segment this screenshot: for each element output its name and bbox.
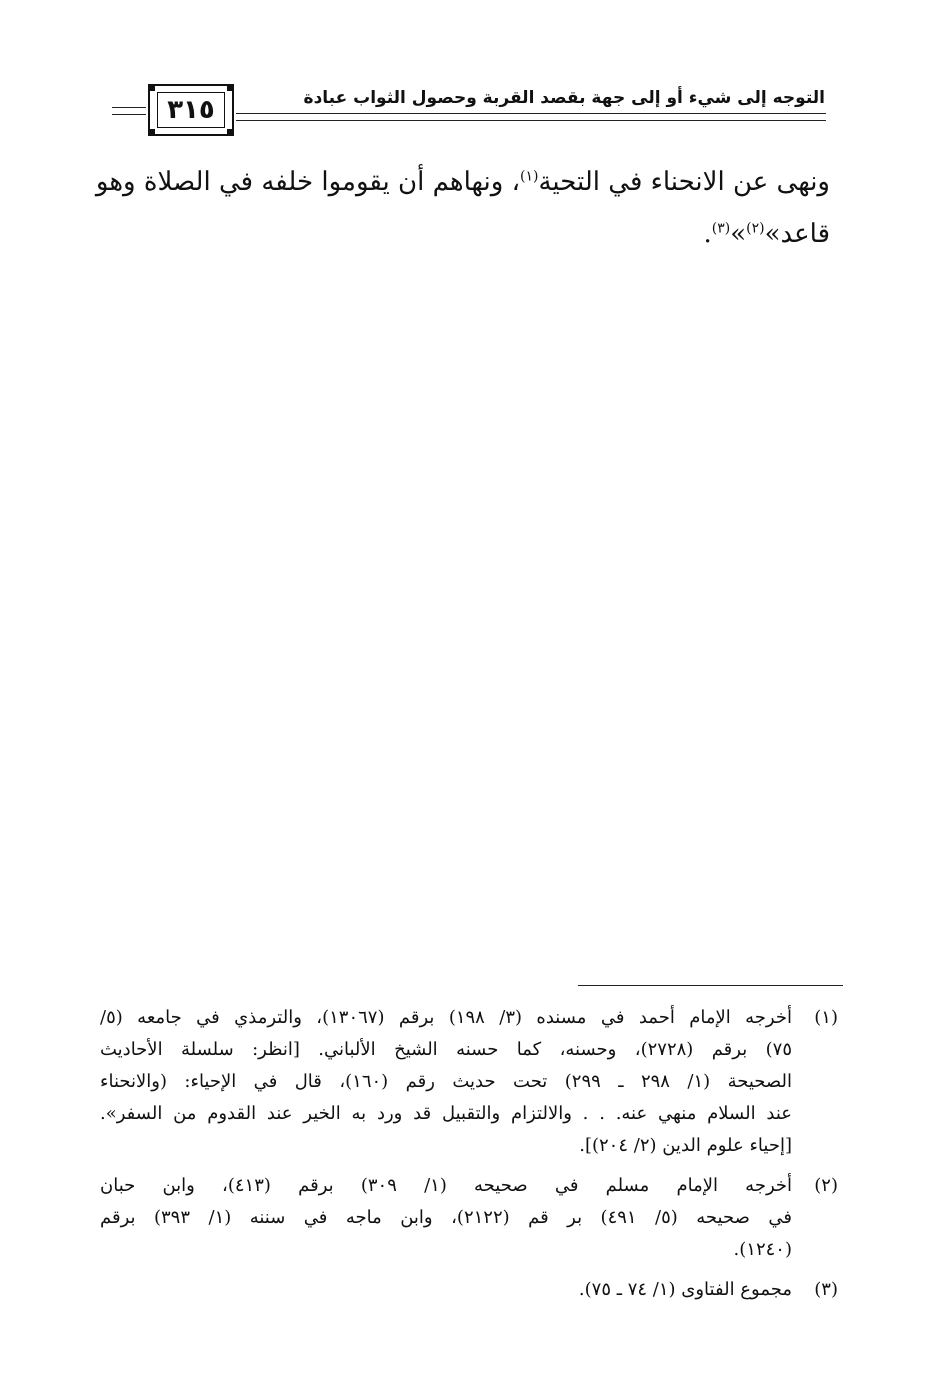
footnote-1-line-3: الصحيحة (١/ ٢٩٨ ـ ٢٩٩) تحت حديث رقم (١٦٠)، قال في الإحياء: (والانحناء xyxy=(100,1071,792,1092)
period: . xyxy=(703,219,712,249)
footnote-ref-3: (٣) xyxy=(711,220,731,237)
footnote-3-line-1: مجموع الفتاوى (١/ ٧٤ ـ ٧٥). xyxy=(578,1279,792,1300)
body-text: قاعد» xyxy=(764,219,830,249)
header-rule-left-bottom xyxy=(112,114,146,115)
footnote-ref-2: (٢) xyxy=(746,220,765,237)
footnote-number-1: (١) xyxy=(814,1007,838,1028)
body-line-2 xyxy=(108,212,830,256)
closing-quote: » xyxy=(730,219,747,249)
footnote-1-line-4: عند السلام منهي عنه. . . والالتزام والتقبيل قد ورد به الخير عند القدوم من السفر». xyxy=(100,1103,792,1124)
footnote-2-line-1: أخرجه الإمام مسلم في صحيحه (١/ ٣٠٩) برقم (٤١٣)، وابن حبان xyxy=(100,1175,793,1196)
header-rule-left-top xyxy=(112,107,146,108)
footnote-number-2: (٢) xyxy=(814,1175,838,1196)
footnote-separator xyxy=(578,985,843,986)
page-number: ٣١٥ xyxy=(157,92,225,128)
body-text: ونهى عن الانحناء في التحية xyxy=(538,167,830,197)
footnote-1-line-1: أخرجه الإمام أحمد في مسنده (٣/ ١٩٨) برقم (١٣٠٦٧)، والترمذي في جامعه (٥/ xyxy=(100,1007,792,1028)
header-rule-top xyxy=(236,113,826,114)
body-text: ، ونهاهم أن يقوموا خلفه في الصلاة وهو xyxy=(95,167,520,197)
footnote-1-line-5: [إحياء علوم الدين (٢/ ٢٠٤)]. xyxy=(579,1135,792,1156)
running-header-title: التوجه إلى شيء أو إلى جهة بقصد القربة وحصول الثواب عبادة xyxy=(303,88,825,108)
footnote-1-line-2: ٧٥) برقم (٢٧٢٨)، وحسنه، كما حسنه الشيخ الألباني. [انظر: سلسلة الأحاديث xyxy=(100,1039,792,1060)
body-line-1 xyxy=(95,160,830,204)
footnote-2-line-3: (١٢٤٠). xyxy=(733,1239,792,1260)
header-rule-bottom xyxy=(236,120,826,121)
footnote-2-line-2: في صحيحه (٥/ ٤٩١) بر قم (٢١٢٢)، وابن ماجه في سننه (١/ ٣٩٣) برقم xyxy=(100,1207,792,1228)
footnote-ref-1: (١) xyxy=(519,168,539,185)
footnote-number-3: (٣) xyxy=(814,1279,838,1300)
page-number-frame xyxy=(148,84,234,136)
